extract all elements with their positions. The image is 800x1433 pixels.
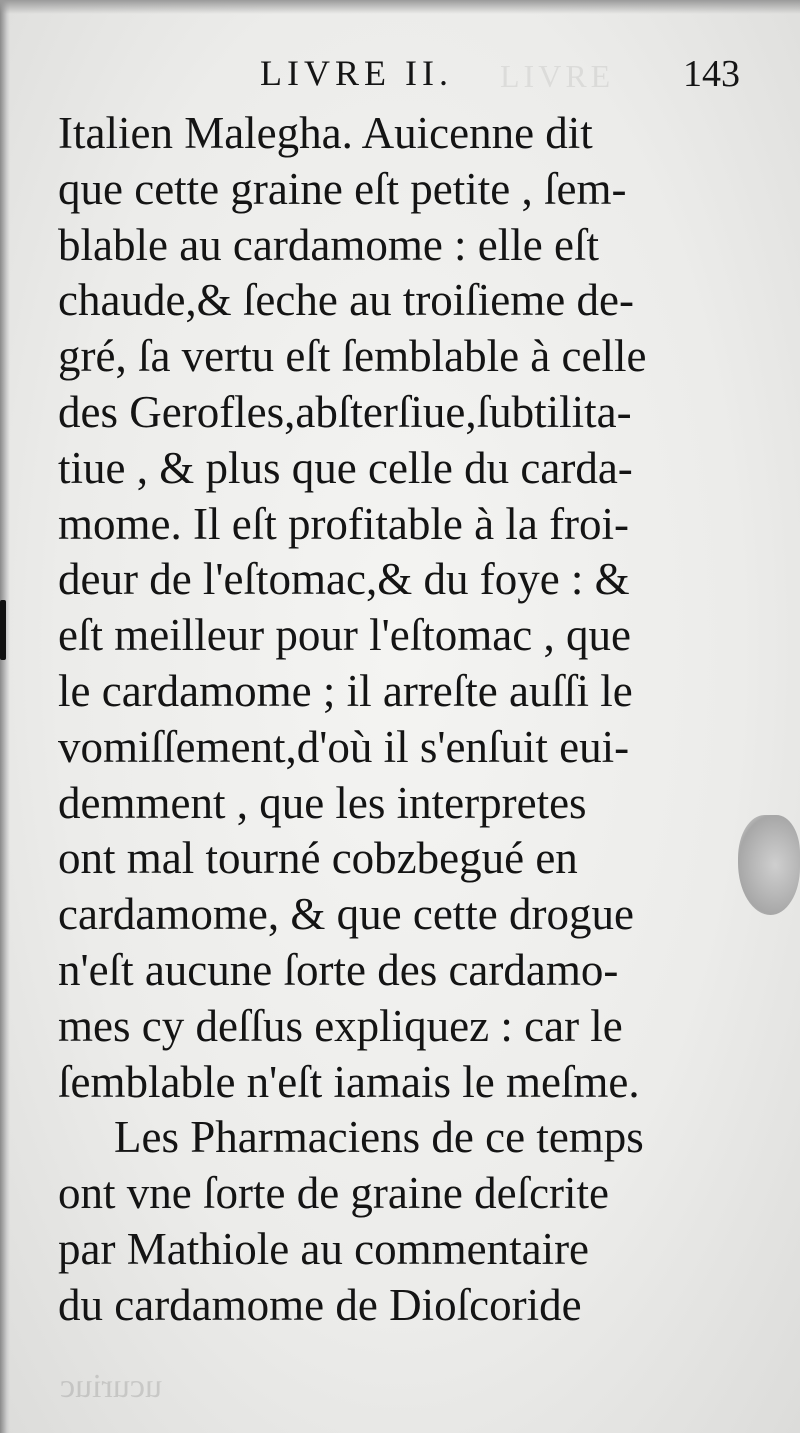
- text-line: le cardamome ; il arreſte auſſi le: [58, 665, 633, 716]
- text-line: eſt meilleur pour l'eſtomac , que: [58, 610, 631, 661]
- page-header: [60, 52, 740, 96]
- text-line: du cardamome de Dioſcoride: [58, 1279, 582, 1330]
- show-through-text-top: LIVRE: [500, 58, 615, 94]
- text-line: ont mal tourné cobzbegué en: [58, 833, 578, 884]
- text-line: mome. Il eſt profitable à la froi-: [58, 498, 630, 549]
- text-line: demment , que les interpretes: [58, 777, 587, 828]
- text-line: mes cy deſſus expliquez : car le: [58, 1000, 623, 1051]
- show-through-text-bottom: ucuriuc: [60, 1368, 162, 1405]
- text-line: vomiſſement,d'où il s'enſuit eui-: [58, 721, 630, 772]
- page-gutter-shadow: [0, 0, 10, 1433]
- paragraph-start-line: Les Pharmaciens de ce temps: [114, 1112, 644, 1163]
- text-line: cardamome, & que cette drogue: [58, 889, 634, 940]
- text-line: que cette graine eſt petite , ſem-: [58, 163, 627, 214]
- text-line: des Gerofles,abſterſiue,ſubtilita-: [58, 386, 632, 437]
- binding-mark: [0, 600, 6, 660]
- page-number: 143: [683, 53, 740, 95]
- text-line: gré, ſa vertu eſt ſemblable à celle: [58, 331, 647, 382]
- text-line: ſemblable n'eſt iamais le meſme.: [58, 1056, 640, 1107]
- text-line: Italien Malegha. Auicenne dit: [58, 108, 593, 158]
- page-top-shadow: [0, 0, 800, 14]
- text-line: deur de l'eſtomac,& du foye : &: [58, 554, 630, 605]
- text-line: ont vne ſorte de graine deſcrite: [58, 1168, 610, 1219]
- text-line: chaude,& ſeche au troiſieme de-: [58, 275, 634, 326]
- text-line: n'eſt aucune ſorte des cardamo-: [58, 944, 619, 995]
- page-body: [58, 106, 732, 1334]
- text-line: tiue , & plus que celle du carda-: [58, 442, 633, 493]
- running-head: LIVRE II.: [260, 53, 453, 93]
- text-line: blable au cardamome : elle eſt: [58, 219, 599, 270]
- text-line: par Mathiole au commentaire: [58, 1223, 590, 1274]
- paper-damage-spot: [738, 815, 800, 915]
